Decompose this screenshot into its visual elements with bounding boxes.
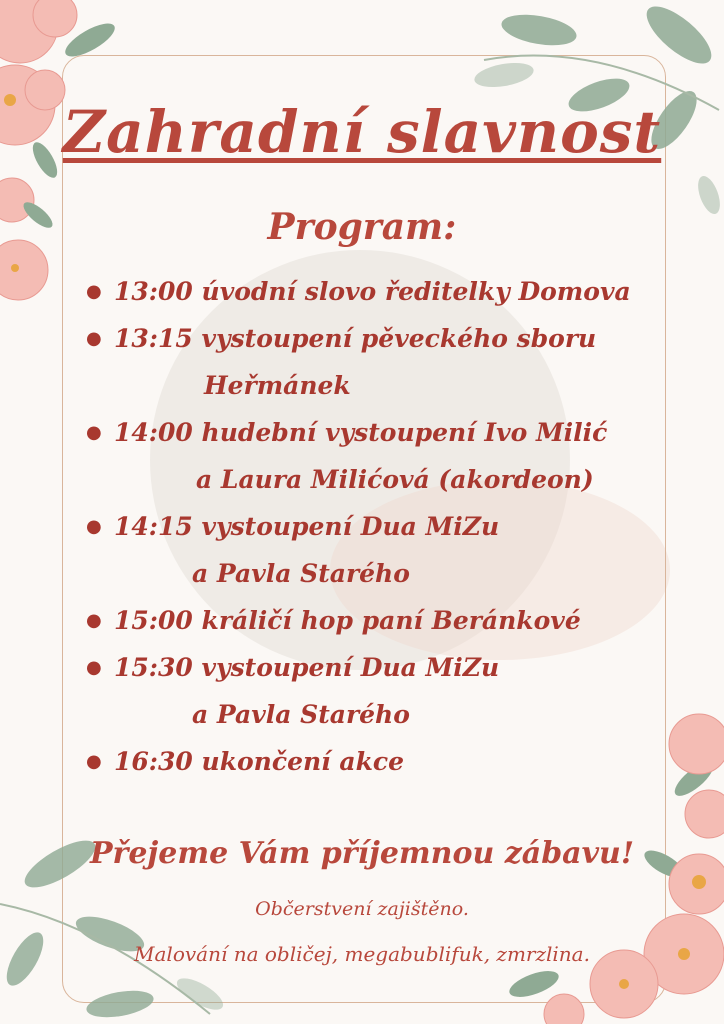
program-item-text: 15:30 vystoupení Dua MiZu bbox=[114, 653, 500, 682]
bullet-icon: ● bbox=[86, 657, 102, 678]
program-list bbox=[86, 268, 666, 785]
program-item-text: 16:30 ukončení akce bbox=[114, 747, 405, 776]
program-item-continuation: Heřmánek bbox=[204, 371, 351, 400]
program-item-text: 13:15 vystoupení pěveckého sboru bbox=[114, 324, 597, 353]
list-item bbox=[86, 597, 666, 644]
program-item-text: 15:00 králičí hop paní Beránkové bbox=[114, 606, 581, 635]
refreshments-note: Občerstvení zajištěno. bbox=[255, 898, 469, 920]
list-item bbox=[86, 315, 666, 409]
bullet-icon: ● bbox=[86, 281, 102, 302]
page-title: Zahradní slavnost bbox=[62, 98, 662, 166]
program-item-text: 14:00 hudební vystoupení Ivo Milić bbox=[114, 418, 608, 447]
program-item-continuation: a Pavla Starého bbox=[192, 700, 410, 729]
bullet-icon: ● bbox=[86, 516, 102, 537]
program-item-continuation: a Laura Milićová (akordeon) bbox=[196, 465, 594, 494]
bullet-icon: ● bbox=[86, 422, 102, 443]
list-item bbox=[86, 738, 666, 785]
closing-wish: Přejeme Vám příjemnou zábavu! bbox=[89, 836, 635, 871]
list-item bbox=[86, 409, 666, 503]
program-heading: Program: bbox=[267, 206, 457, 248]
bullet-icon: ● bbox=[86, 751, 102, 772]
list-item bbox=[86, 503, 666, 597]
activities-note: Malování na obličej, megabublifuk, zmrzlina. bbox=[134, 942, 590, 966]
program-item-text: 14:15 vystoupení Dua MiZu bbox=[114, 512, 500, 541]
bullet-icon: ● bbox=[86, 328, 102, 349]
list-item bbox=[86, 644, 666, 738]
bullet-icon: ● bbox=[86, 610, 102, 631]
program-item-continuation: a Pavla Starého bbox=[192, 559, 410, 588]
program-item-text: 13:00 úvodní slovo ředitelky Domova bbox=[114, 277, 631, 306]
list-item bbox=[86, 268, 666, 315]
